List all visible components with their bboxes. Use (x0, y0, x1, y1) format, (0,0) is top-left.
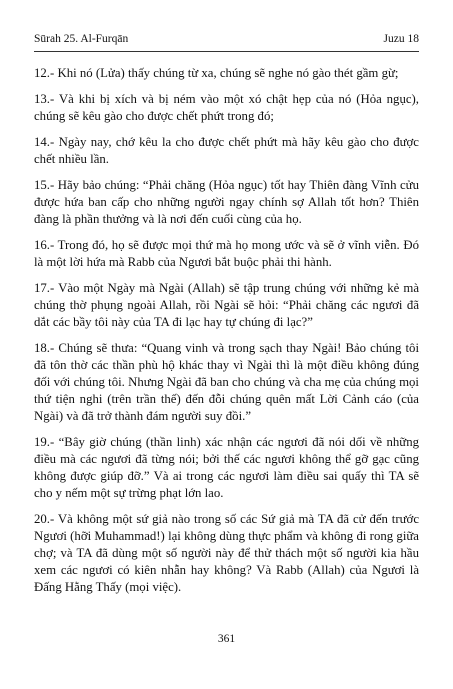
verse-text (34, 65, 419, 605)
verse-14: 14.- Ngày nay, chớ kêu la cho được chết phứt mà hãy kêu gào cho được chết nhiều lần. (34, 135, 419, 166)
header-rule (34, 51, 419, 52)
page-number: 361 (217, 633, 236, 645)
verse-12: 12.- Khi nó (Lửa) thấy chúng từ xa, chúng sẽ nghe nó gào thét gầm gừ; (34, 66, 399, 80)
verse-16: 16.- Trong đó, họ sẽ được mọi thứ mà họ mong ước và sẽ ở vĩnh viễn. Đó là một lời hứa mà Rabb của Ngươi bắt buộc phải thi hành. (34, 238, 419, 269)
verse-15: 15.- Hãy bảo chúng: “Phải chăng (Hỏa ngục) tốt hay Thiên đàng Vĩnh cửu được hứa ban cấp cho những người ngay chính sợ Allah tốt hơn? Thiên đàng là phần thưởng và là nơi đến cuối cùng của họ. (34, 178, 419, 226)
verse-18: 18.- Chúng sẽ thưa: “Quang vinh và trong sạch thay Ngài! Bảo chúng tôi đã tôn thờ các thần phù hộ khác thay vì Ngài thì là một điều không đúng đối với chúng tôi. Nhưng Ngài đã ban cho chúng và cha mẹ của chúng mọi thứ tiện nghi (trên trần thế) đến đỗi chúng quên mất Lời Cảnh cáo (của Ngài) và đã trở thành đám người suy đồi.” (34, 341, 419, 423)
verse-13: 13.- Và khi bị xích và bị ném vào một xó chật hẹp của nó (Hỏa ngục), chúng sẽ kêu gào cho được chết phứt trong đó; (34, 92, 419, 123)
surah-title: Sūrah 25. Al-Furqān (34, 33, 129, 45)
running-header (34, 33, 419, 51)
verse-20: 20.- Và không một sứ giả nào trong số các Sứ giả mà TA đã cử đến trước Ngươi (hỡi Muhammad!) lại không dùng thực phẩm và không đi rong giữa chợ; và TA đã dùng một số người này để thử thách một số người kia hầu xem các ngươi có kiên nhẫn hay không? Và Rabb (Allah) của Ngươi là Đấng Hằng Thấy (mọi việc). (34, 512, 419, 594)
verse-19: 19.- “Bây giờ chúng (thần linh) xác nhận các ngươi đã nói dối về những điều mà các ngươi đã từng nói; bởi thế các ngươi không thể gỡ gạc cũng không được giúp đỡ.” Và ai trong các ngươi làm điều sai quấy thì TA sẽ cho y nếm một sự trừng phạt lớn lao. (34, 435, 419, 500)
verse-17: 17.- Vào một Ngày mà Ngài (Allah) sẽ tập trung chúng với những kẻ mà chúng thờ phụng ngoài Allah, rồi Ngài sẽ hỏi: “Phải chăng các ngươi đã dắt các bầy tôi này của TA đi lạc hay tự chúng đi lạc?” (34, 281, 419, 329)
juzu-label: Juzu 18 (383, 33, 419, 45)
